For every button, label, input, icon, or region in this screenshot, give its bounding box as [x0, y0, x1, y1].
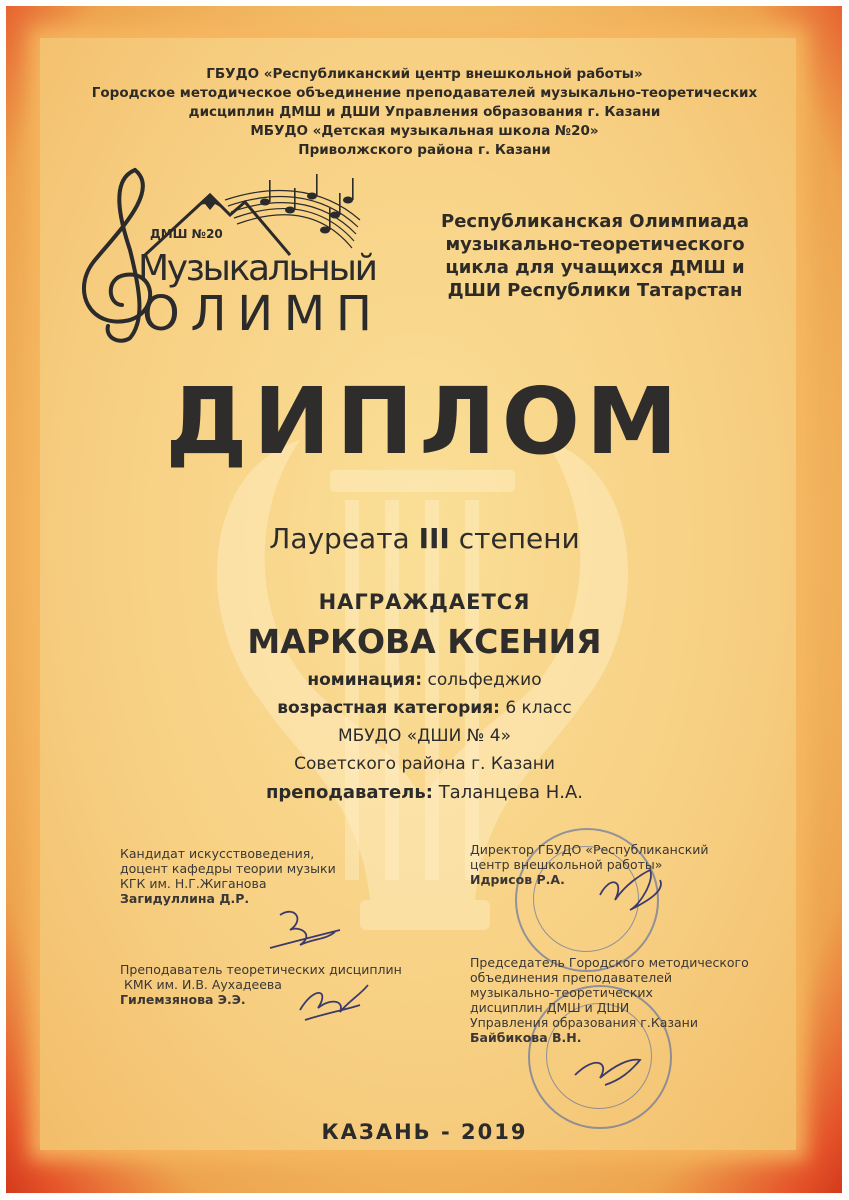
signature-block-left-2 — [120, 962, 402, 1007]
sig-left2-line-1: Преподаватель теоретических дисциплин — [120, 962, 402, 977]
sig-right2-line-3: музыкально-теоретических — [470, 985, 653, 1000]
teacher-label: преподаватель: — [265, 782, 433, 803]
sig-right2-line-4: дисциплин ДМШ и ДШИ — [470, 1000, 630, 1015]
logo-school: ДМШ №20 — [150, 227, 223, 241]
signature-block-right-2 — [470, 955, 749, 1045]
nomination-value: сольфеджио — [427, 670, 542, 690]
sig-left1-line-2: доцент кафедры теории музыки — [120, 861, 336, 876]
sig-left1-line-1: Кандидат искусствоведения, — [120, 846, 315, 861]
sig-right1-line-2: центр внешкольной работы» — [470, 857, 663, 872]
logo-word-1: Музыкальный — [138, 248, 378, 289]
diploma-title: ДИПЛОМ — [165, 368, 684, 475]
header-line-2: Городское методическое объединение преподавателей музыкально-теоретических — [91, 85, 758, 101]
logo-word-2: ОЛИМП — [142, 286, 372, 342]
sig-right2-line-5: Управления образования г.Казани — [470, 1015, 698, 1030]
school-line-2: Советского района г. Казани — [294, 754, 555, 774]
sig-right2-name: Байбикова В.Н. — [470, 1030, 582, 1045]
signature-block-left-1 — [120, 846, 336, 906]
olympiad-line-4: ДШИ Республики Татарстан — [447, 280, 743, 301]
sig-left2-name: Гилемзянова Э.Э. — [120, 992, 246, 1007]
header-line-4: МБУДО «Детская музыкальная школа №20» — [250, 123, 599, 139]
header-line-3: дисциплин ДМШ и ДШИ Управления образования г. Казани — [188, 104, 661, 120]
laureate-suffix: степени — [458, 522, 580, 555]
sig-right2-line-1: Председатель Городского методического — [470, 955, 749, 970]
footer-city-year: КАЗАНЬ - 2019 — [321, 1120, 528, 1144]
sig-right1-line-1: Директор ГБУДО «Республиканский — [470, 842, 709, 857]
sig-left1-name: Загидуллина Д.Р. — [120, 891, 250, 906]
sig-right1-name: Идрисов Р.А. — [470, 872, 565, 887]
awarded-label: НАГРАЖДАЕТСЯ — [318, 590, 531, 614]
laureate-degree: III — [418, 522, 450, 555]
school-line-1: МБУДО «ДШИ № 4» — [337, 726, 512, 746]
sig-right2-line-2: объединения преподавателей — [470, 970, 673, 985]
laureate-prefix: Лауреата — [269, 522, 410, 555]
age-label: возрастная категория: — [277, 698, 500, 718]
sig-left1-line-3: КГК им. Н.Г.Жиганова — [120, 876, 267, 891]
olympiad-line-2: музыкально-теоретического — [445, 234, 745, 255]
header-line-5: Приволжского района г. Казани — [298, 142, 551, 158]
age-value: 6 класс — [505, 698, 572, 718]
header-line-1: ГБУДО «Республиканский центр внешкольной работы» — [206, 66, 643, 82]
sig-left2-line-2: КМК им. И.В. Аухадеева — [124, 977, 282, 992]
nomination-label: номинация: — [307, 670, 423, 690]
olympiad-line-1: Республиканская Олимпиада — [441, 211, 749, 232]
olympiad-line-3: цикла для учащихся ДМШ и — [445, 257, 745, 278]
teacher-value: Таланцева Н.А. — [438, 782, 583, 803]
recipient-name: МАРКОВА КСЕНИЯ — [247, 622, 602, 661]
signature-block-right-1 — [470, 842, 709, 887]
